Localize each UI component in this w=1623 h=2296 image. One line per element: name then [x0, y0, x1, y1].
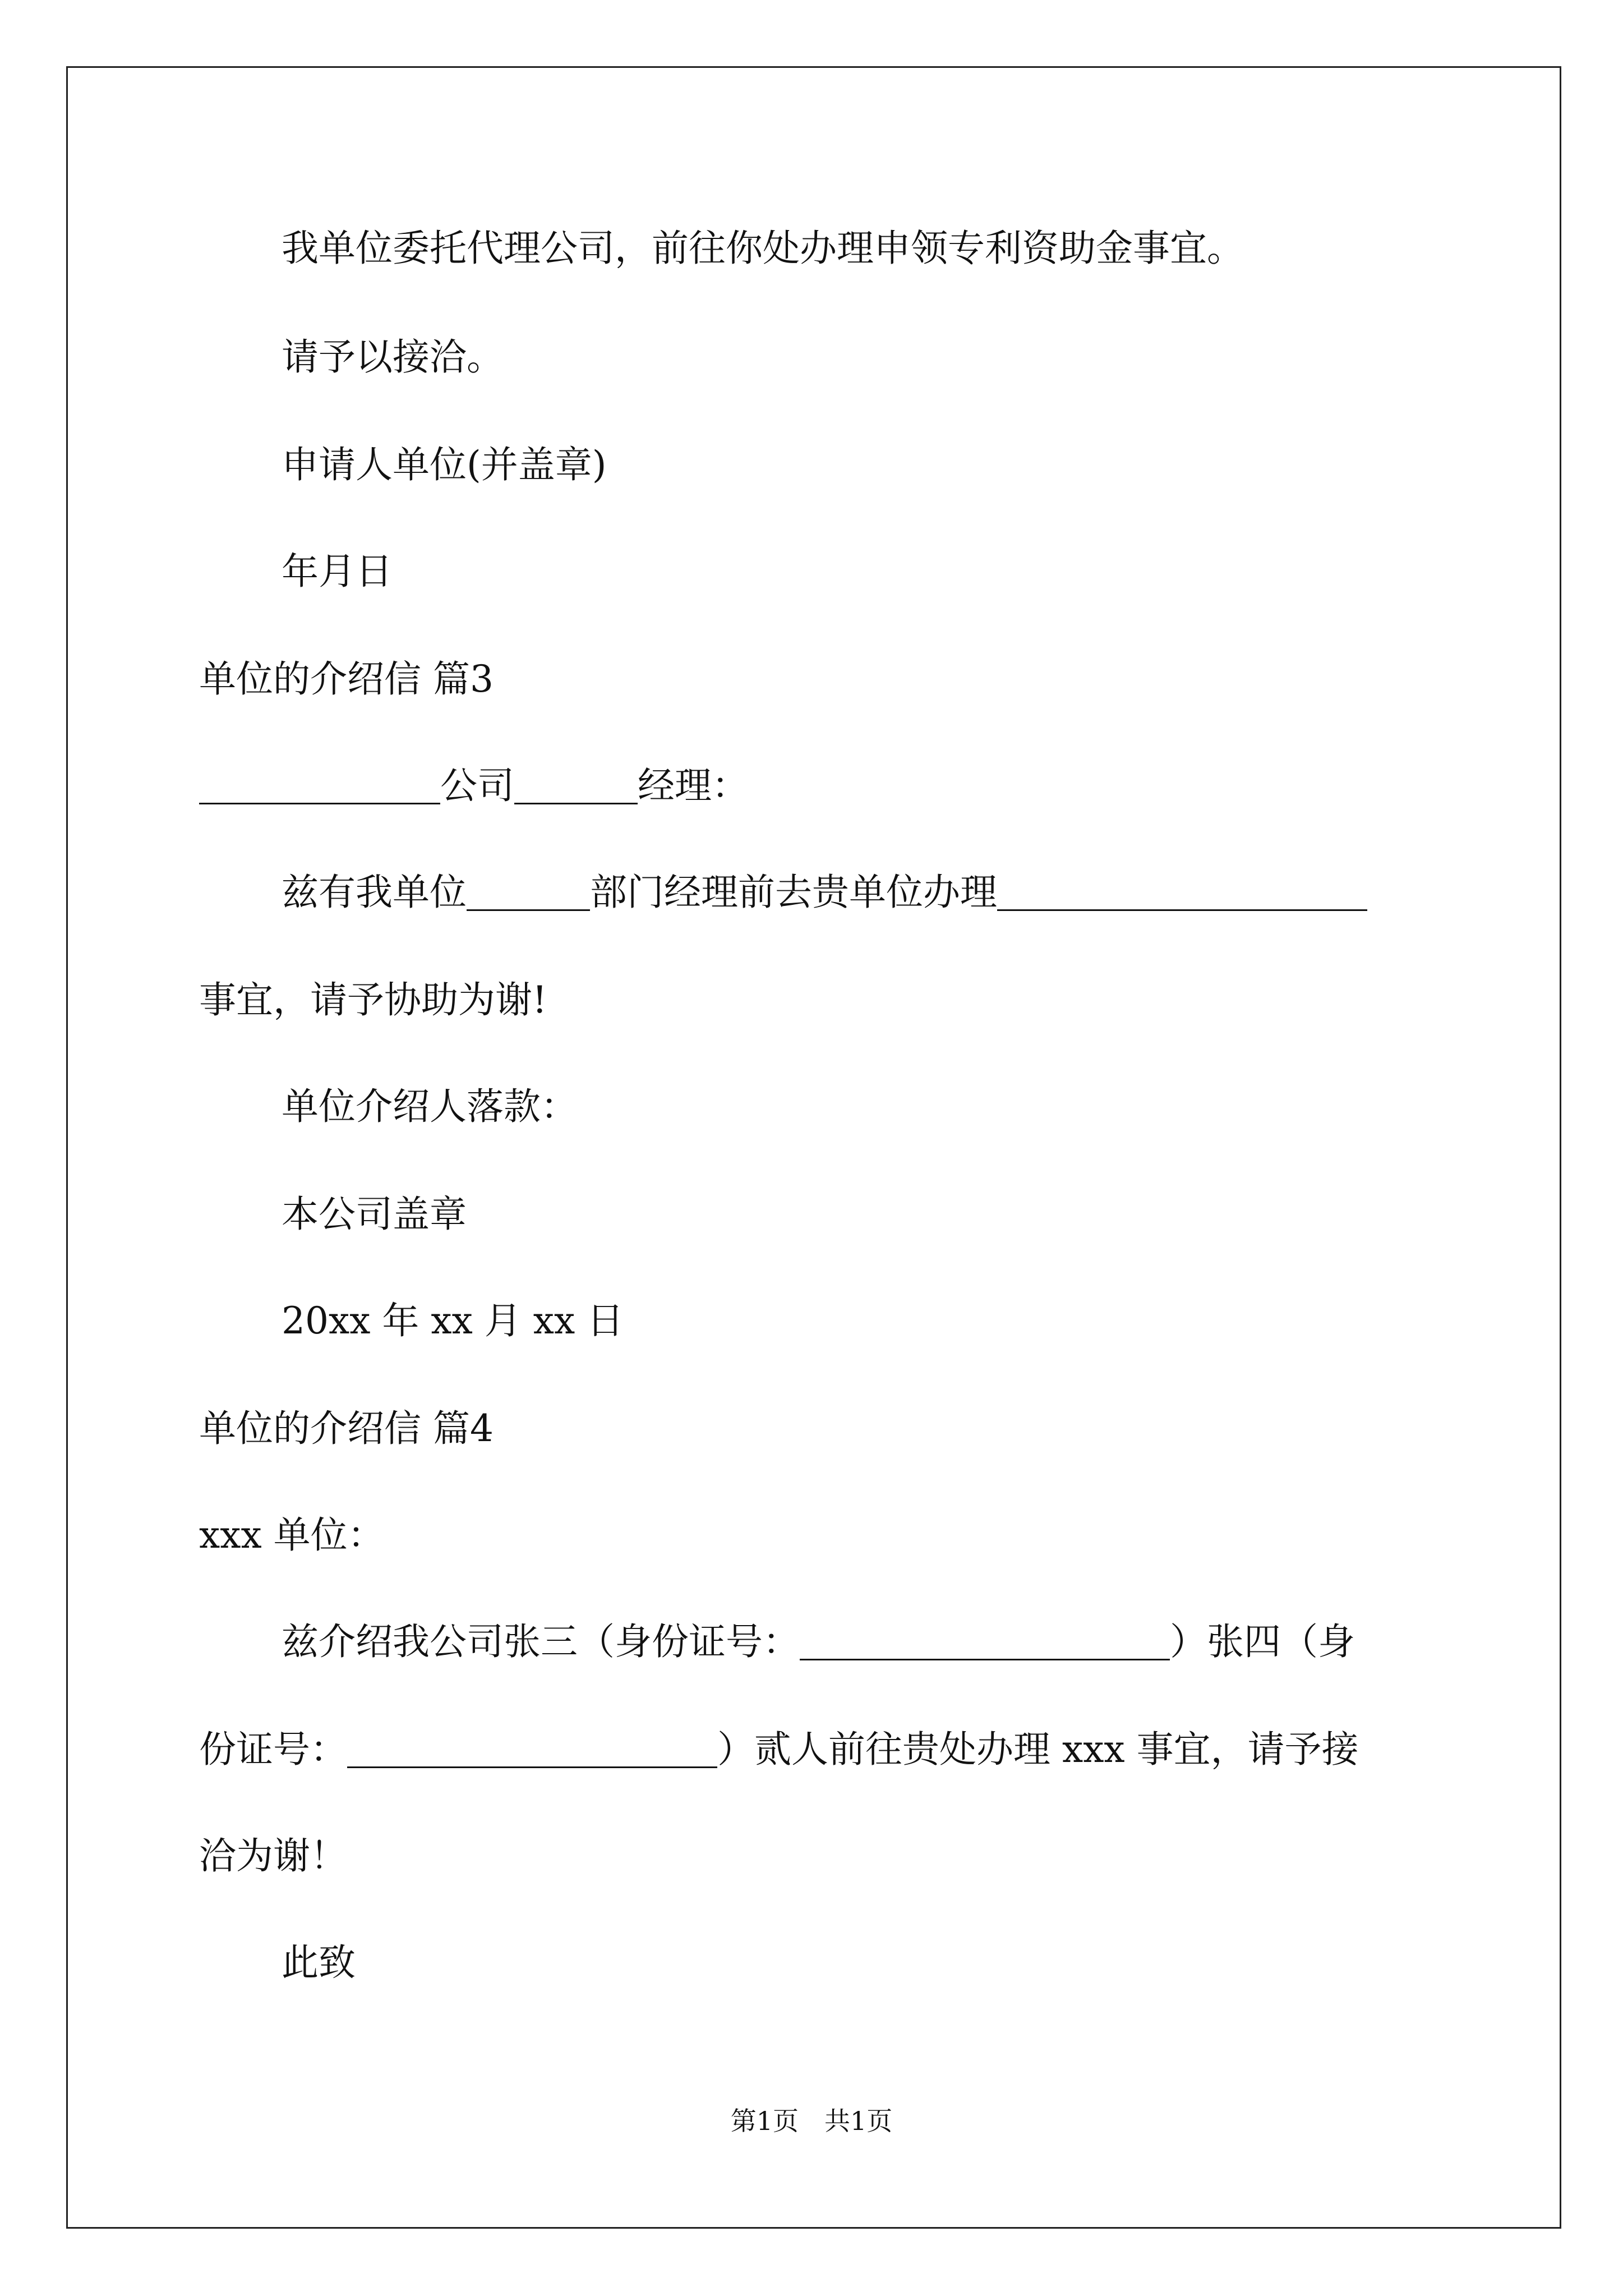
addressee-line: xxx 单位：: [199, 1513, 385, 1557]
text-line: 我单位委托代理公司，前往你处办理申领专利资助金事宜。: [282, 227, 1244, 270]
closing-line: 此致: [282, 1941, 356, 1984]
fill-in-blank: [800, 1627, 1170, 1660]
page-border: [66, 66, 1561, 2229]
text-fragment: ）贰人前往贵处办理 xxx 事宜，请予接: [717, 1728, 1359, 1771]
fill-in-blank: [347, 1735, 717, 1768]
addressee-line: [199, 764, 749, 807]
text-fragment: 部门经理前去贵单位办理: [590, 871, 997, 914]
text-fragment: 兹介绍我公司张三（身份证号：: [282, 1620, 800, 1663]
text-fragment: 兹有我单位: [282, 871, 467, 914]
fill-in-blank: [514, 771, 638, 804]
text-fragment: ）张四（身: [1170, 1620, 1355, 1663]
text-line: [282, 1620, 1355, 1663]
fill-in-blank: [199, 771, 440, 804]
text-fragment: 公司: [440, 764, 514, 807]
date-line: 20xx 年 xx 月 xx 日: [282, 1299, 624, 1342]
text-line: 单位介绍人落款：: [282, 1085, 578, 1128]
fill-in-blank: [997, 878, 1367, 911]
page-footer: 第1页 共1页: [730, 2106, 893, 2136]
text-line: [282, 871, 1367, 914]
text-line: 本公司盖章: [282, 1193, 467, 1236]
text-line: 洽为谢！: [199, 1834, 347, 1878]
fill-in-blank: [467, 878, 590, 911]
text-line: 事宜，请予协助为谢!: [199, 978, 547, 1022]
section-heading: 单位的介绍信 篇4: [199, 1407, 494, 1450]
text-fragment: 份证号：: [199, 1728, 347, 1771]
text-fragment: 经理：: [638, 764, 749, 807]
text-line: 年月日: [282, 550, 393, 593]
section-heading: 单位的介绍信 篇3: [199, 657, 494, 701]
text-line: [199, 1728, 1359, 1771]
text-line: 申请人单位(并盖章): [282, 443, 607, 486]
text-line: 请予以接洽。: [282, 335, 504, 379]
